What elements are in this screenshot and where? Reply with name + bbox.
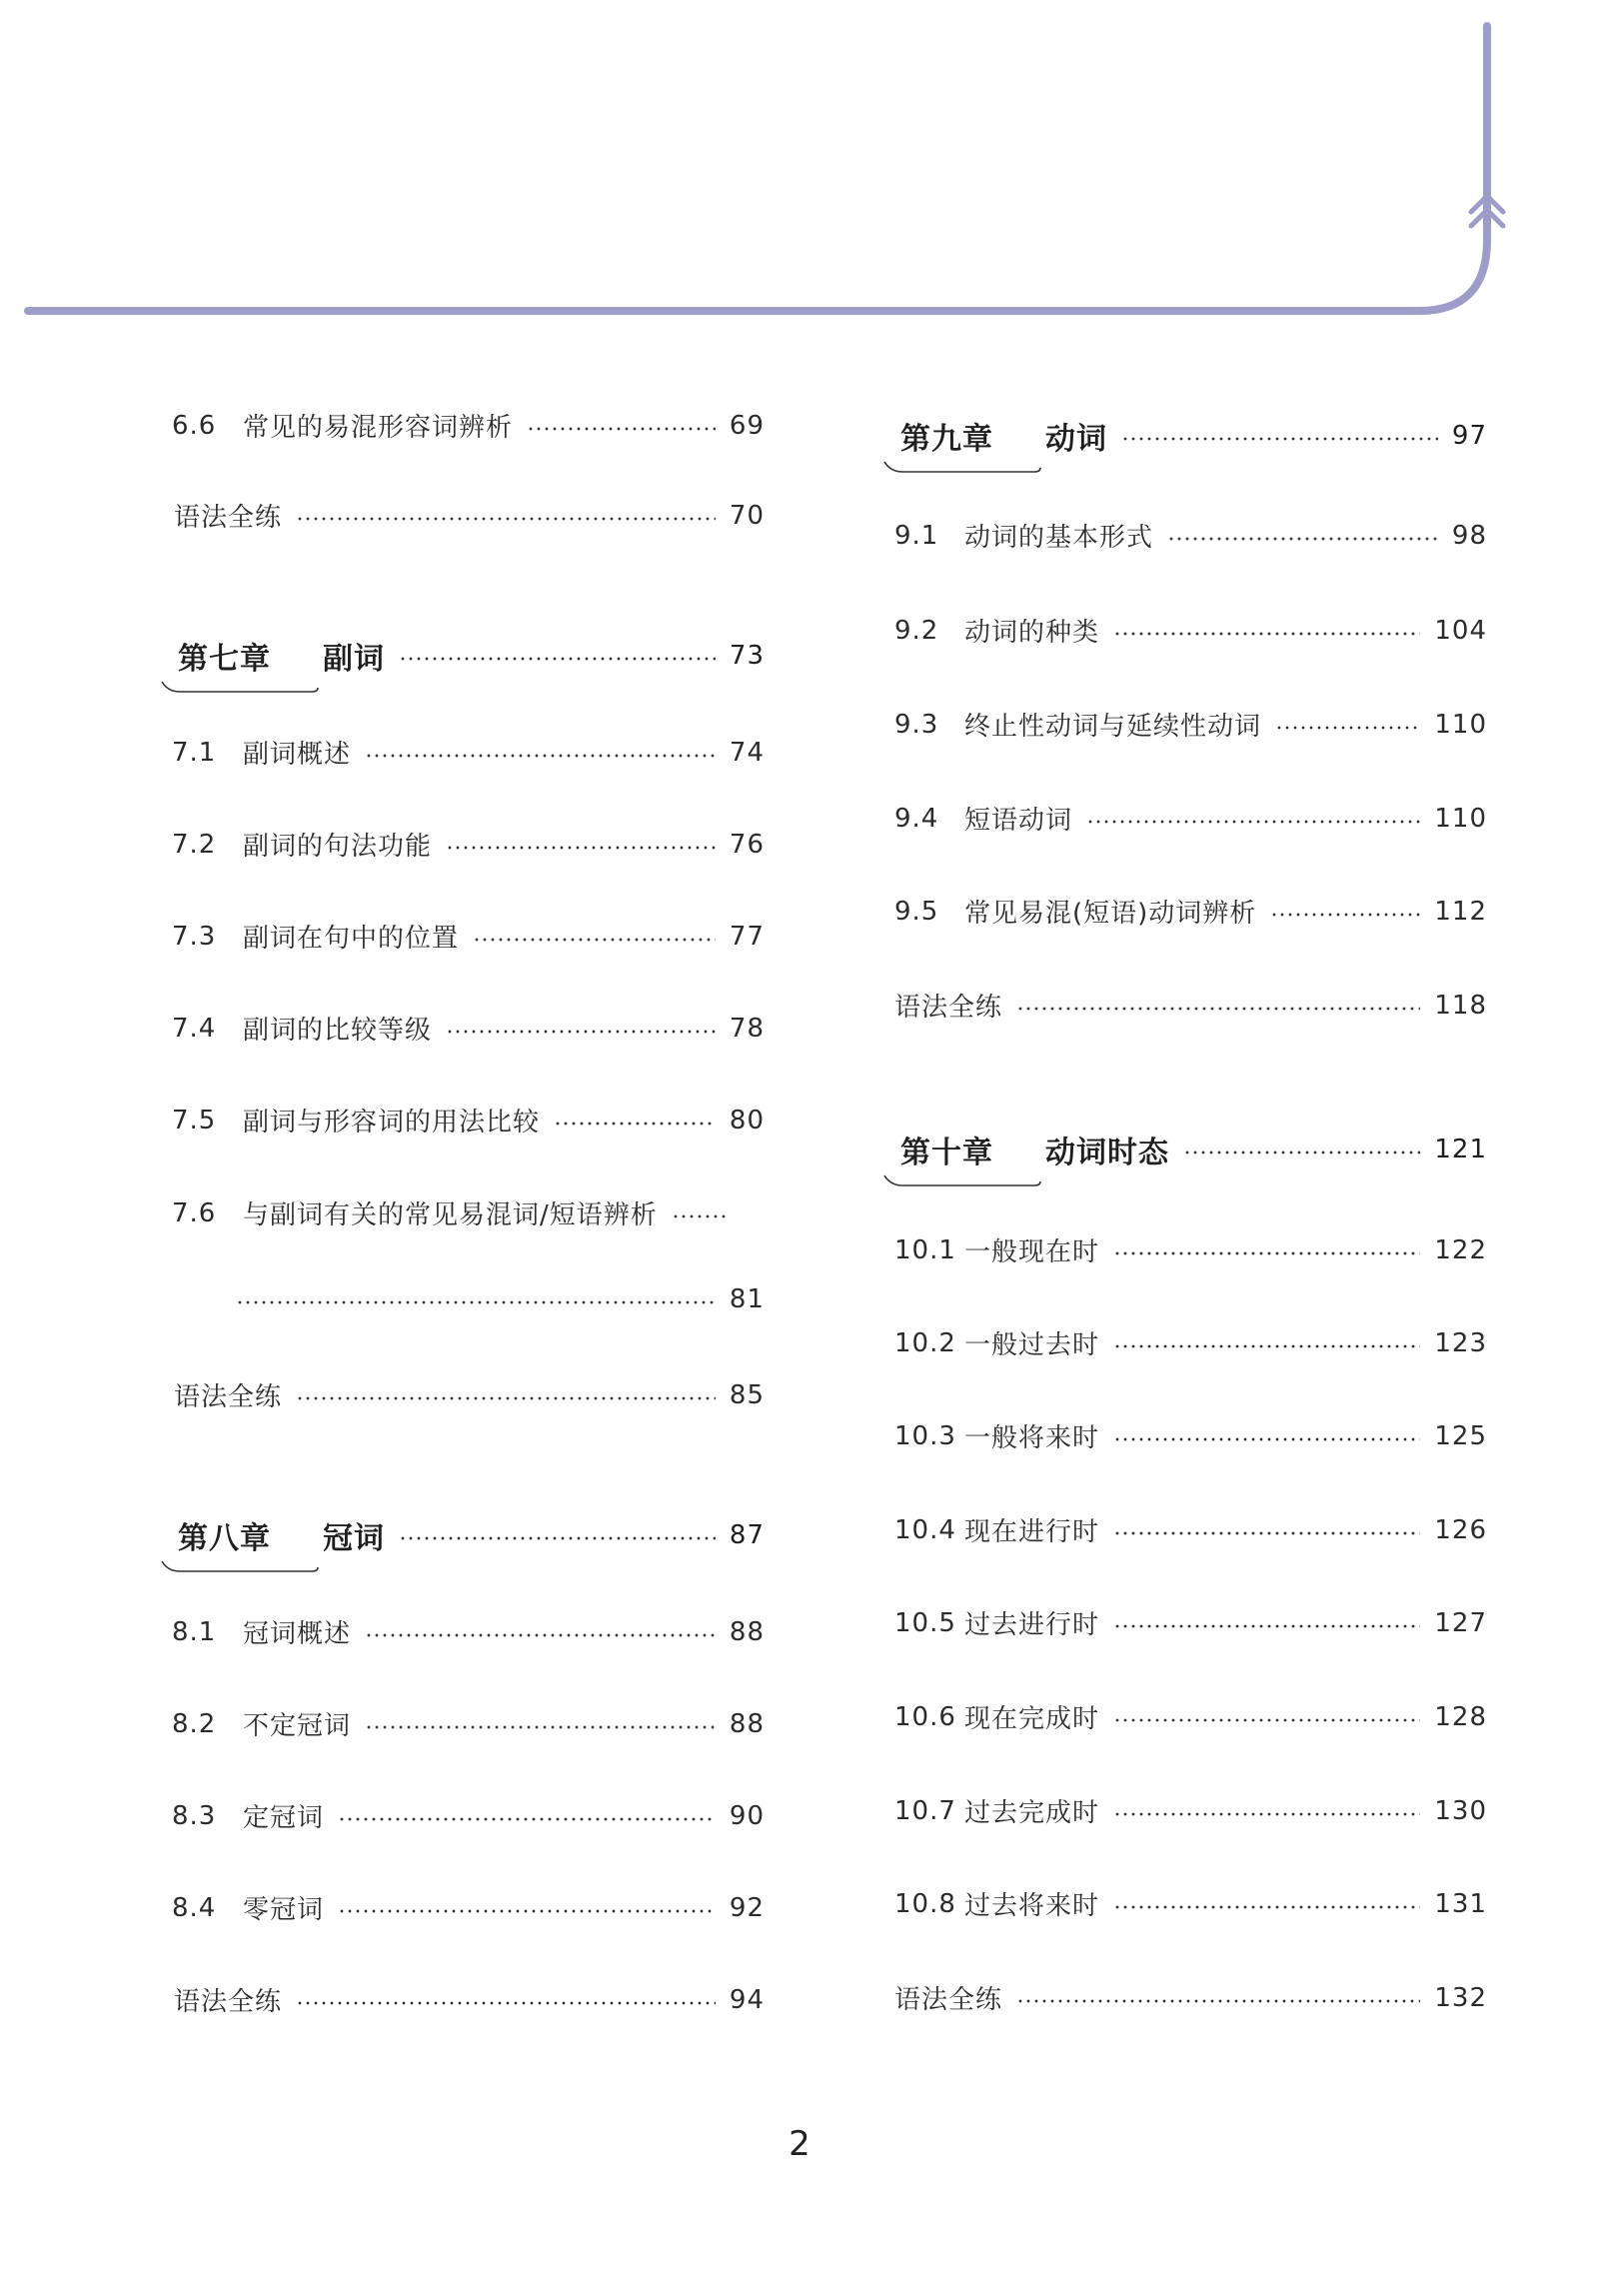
dot-leader: [399, 657, 716, 661]
dot-leader: [1016, 1007, 1420, 1011]
entry-title: 与副词有关的常见易混词/短语辨析: [243, 1200, 658, 1230]
entry-page-number: 125: [1434, 1420, 1487, 1451]
toc-continuation-line: [236, 1284, 765, 1314]
entry-page-number: 77: [729, 921, 765, 952]
entry-page-number: 121: [1434, 1135, 1487, 1164]
dot-leader: [1113, 1437, 1420, 1441]
toc-practice-entry: [174, 1981, 765, 2018]
entry-page-number: 126: [1434, 1514, 1487, 1545]
section-number: 7.6: [172, 1197, 217, 1228]
entry-page-number: 130: [1434, 1795, 1487, 1826]
section-number: 8.1: [172, 1616, 217, 1647]
entry-title: 动词的基本形式: [964, 523, 1154, 553]
toc-practice-entry: [894, 987, 1487, 1024]
section-number: 7.4: [172, 1013, 217, 1044]
toc-section-entry: [894, 612, 1487, 649]
chapter-label: 第十章: [900, 1128, 993, 1171]
entry-page-number: 123: [1434, 1327, 1487, 1358]
entry-page-number: 90: [729, 1800, 765, 1831]
entry-page-number: 92: [729, 1892, 765, 1923]
toc-section-entry: [894, 1324, 1487, 1361]
entry-title: 常见的易混形容词辨析: [243, 413, 514, 443]
dot-leader: [1016, 1999, 1420, 2003]
dot-leader: [446, 846, 716, 850]
entry-title: 定冠词: [243, 1803, 325, 1833]
toc-section-entry: [172, 1797, 765, 1834]
section-number: 7.5: [172, 1105, 217, 1136]
section-number: 10.4: [894, 1514, 956, 1545]
entry-title: 常见易混(短语)动词辨析: [964, 899, 1257, 929]
dot-leader: [1113, 1624, 1420, 1628]
chapter-title: 副词: [323, 642, 385, 677]
toc-section-entry: [172, 1010, 765, 1047]
toc-section-entry: [894, 1511, 1487, 1548]
toc-section-entry: [172, 1102, 765, 1139]
section-number: 6.6: [172, 410, 217, 441]
toc-section-entry: [894, 1885, 1487, 1922]
toc-section-entry: [172, 918, 765, 955]
toc-practice-entry: [174, 1376, 765, 1413]
toc-chapter-heading: [178, 1513, 765, 1557]
entry-page-number: 81: [729, 1284, 765, 1314]
dot-leader: [296, 1396, 716, 1400]
toc-chapter-heading: [178, 634, 765, 678]
dot-leader: [1183, 1150, 1420, 1154]
section-number: 8.3: [172, 1800, 217, 1831]
chapter-underline: [882, 460, 1042, 474]
dot-leader: [338, 1909, 716, 1913]
entry-page-number: 88: [729, 1708, 765, 1739]
entry-title: 副词与形容词的用法比较: [243, 1108, 541, 1138]
toc-section-entry: [894, 893, 1487, 930]
section-number: 10.7: [894, 1795, 956, 1826]
section-number: 10.5: [894, 1607, 956, 1638]
chapter-underline: [160, 1559, 320, 1573]
entry-page-number: 74: [729, 737, 765, 768]
dot-leader: [296, 2001, 716, 2005]
chapter-underline: [882, 1173, 1042, 1187]
dot-leader: [365, 754, 716, 758]
section-number: 9.1: [894, 520, 939, 551]
chapter-title: 动词时态: [1045, 1136, 1169, 1170]
section-number: 10.6: [894, 1701, 956, 1732]
toc-chapter-heading: [900, 1128, 1487, 1171]
header-rule: [28, 26, 1487, 311]
dot-leader: [296, 517, 716, 521]
dot-leader: [446, 1030, 716, 1034]
toc-section-entry: [894, 1792, 1487, 1829]
entry-title: 语法全练: [894, 1985, 1003, 2015]
dot-leader: [527, 427, 716, 431]
entry-page-number: 97: [1451, 421, 1487, 451]
page-number: 2: [789, 2124, 810, 2164]
entry-page-number: 87: [729, 1520, 765, 1550]
dot-leader: [1167, 537, 1438, 541]
toc-practice-entry: [894, 1979, 1487, 2016]
dot-leader: [338, 1817, 716, 1821]
entry-title: 现在进行时: [964, 1517, 1100, 1547]
section-number: 7.1: [172, 737, 217, 768]
dot-leader: [1121, 437, 1438, 441]
section-number: 10.1: [894, 1234, 956, 1265]
entry-page-number: 127: [1434, 1607, 1487, 1638]
entry-title: 过去完成时: [964, 1798, 1100, 1828]
entry-title: 现在完成时: [964, 1704, 1100, 1734]
dot-leader: [399, 1536, 716, 1540]
entry-title: 语法全练: [174, 1987, 283, 2017]
section-number: 9.2: [894, 615, 939, 646]
entry-page-number: 88: [729, 1616, 765, 1647]
entry-title: 终止性动词与延续性动词: [964, 712, 1262, 742]
dot-leader: [1113, 632, 1420, 636]
entry-page-number: 94: [729, 1984, 765, 2015]
entry-page-number: 110: [1434, 709, 1487, 740]
toc-section-entry: [172, 1613, 765, 1650]
toc-section-entry: [894, 1698, 1487, 1735]
entry-title: 语法全练: [894, 993, 1003, 1023]
toc-section-entry: [172, 826, 765, 863]
entry-title: 过去进行时: [964, 1610, 1100, 1640]
entry-page-number: 98: [1451, 520, 1487, 551]
toc-section-entry: [894, 706, 1487, 743]
toc-section-entry: [172, 1889, 765, 1926]
section-number: 9.3: [894, 709, 939, 740]
entry-title: 副词在句中的位置: [243, 924, 460, 954]
section-number: 10.3: [894, 1420, 956, 1451]
section-number: 10.2: [894, 1327, 956, 1358]
chapter-title: 冠词: [323, 1521, 385, 1556]
entry-page-number: 118: [1434, 990, 1487, 1021]
dot-leader: [672, 1214, 728, 1218]
entry-page-number: 112: [1434, 896, 1487, 927]
section-number: 9.4: [894, 803, 939, 834]
section-number: 9.5: [894, 896, 939, 927]
dot-leader: [1086, 820, 1420, 824]
dot-leader: [1113, 1531, 1420, 1535]
entry-title: 语法全练: [174, 503, 283, 533]
entry-title: 动词的种类: [964, 618, 1100, 648]
chapter-label: 第八章: [178, 1513, 271, 1557]
chapter-label: 第九章: [900, 414, 993, 458]
entry-page-number: 128: [1434, 1701, 1487, 1732]
entry-title: 不定冠词: [243, 1711, 352, 1741]
chapter-title: 动词: [1045, 422, 1107, 457]
entry-page-number: 104: [1434, 615, 1487, 646]
entry-title: 冠词概述: [243, 1619, 352, 1649]
dot-leader: [1113, 1344, 1420, 1348]
dot-leader: [1275, 726, 1420, 730]
dot-leader: [1113, 1812, 1420, 1816]
toc-section-entry: [894, 800, 1487, 837]
entry-title: 副词概述: [243, 740, 352, 770]
section-number: 10.8: [894, 1888, 956, 1919]
toc-practice-entry: [174, 497, 765, 534]
entry-title: 副词的比较等级: [243, 1016, 433, 1046]
entry-title: 一般过去时: [964, 1330, 1100, 1360]
toc-section-entry: [894, 517, 1487, 554]
toc-section-entry: [172, 407, 765, 444]
dot-leader: [1113, 1718, 1420, 1722]
dot-leader: [1270, 913, 1420, 917]
dot-leader: [365, 1633, 716, 1637]
toc-section-entry: [894, 1604, 1487, 1641]
entry-page-number: 76: [729, 829, 765, 860]
entry-page-number: 73: [729, 641, 765, 671]
entry-page-number: 85: [729, 1379, 765, 1410]
toc-section-entry: [894, 1417, 1487, 1454]
dot-leader: [1113, 1905, 1420, 1909]
entry-page-number: 69: [729, 410, 765, 441]
toc-section-entry: [894, 1231, 1487, 1268]
toc-section-entry: [172, 1194, 765, 1231]
toc-section-entry: [172, 1705, 765, 1742]
entry-title: 零冠词: [243, 1895, 325, 1925]
entry-page-number: 131: [1434, 1888, 1487, 1919]
toc-section-entry: [172, 734, 765, 771]
section-number: 8.4: [172, 1892, 217, 1923]
entry-page-number: 80: [729, 1105, 765, 1136]
section-number: 7.2: [172, 829, 217, 860]
toc-chapter-heading: [900, 414, 1487, 458]
entry-page-number: 132: [1434, 1982, 1487, 2013]
section-number: 8.2: [172, 1708, 217, 1739]
chapter-label: 第七章: [178, 634, 271, 678]
entry-title: 一般现在时: [964, 1237, 1100, 1267]
dot-leader: [1113, 1251, 1420, 1255]
entry-title: 短语动词: [964, 806, 1073, 836]
section-number: 7.3: [172, 921, 217, 952]
entry-page-number: 122: [1434, 1234, 1487, 1265]
dot-leader: [365, 1725, 716, 1729]
dot-leader: [236, 1300, 716, 1304]
entry-title: 副词的句法功能: [243, 832, 433, 862]
entry-page-number: 78: [729, 1013, 765, 1044]
entry-title: 语法全练: [174, 1382, 283, 1412]
entry-title: 一般将来时: [964, 1423, 1100, 1453]
header-decoration: [0, 0, 1599, 340]
entry-page-number: 70: [729, 500, 765, 531]
entry-page-number: 110: [1434, 803, 1487, 834]
dot-leader: [473, 938, 716, 942]
entry-title: 过去将来时: [964, 1891, 1100, 1921]
dot-leader: [554, 1122, 716, 1126]
chapter-underline: [160, 680, 320, 694]
